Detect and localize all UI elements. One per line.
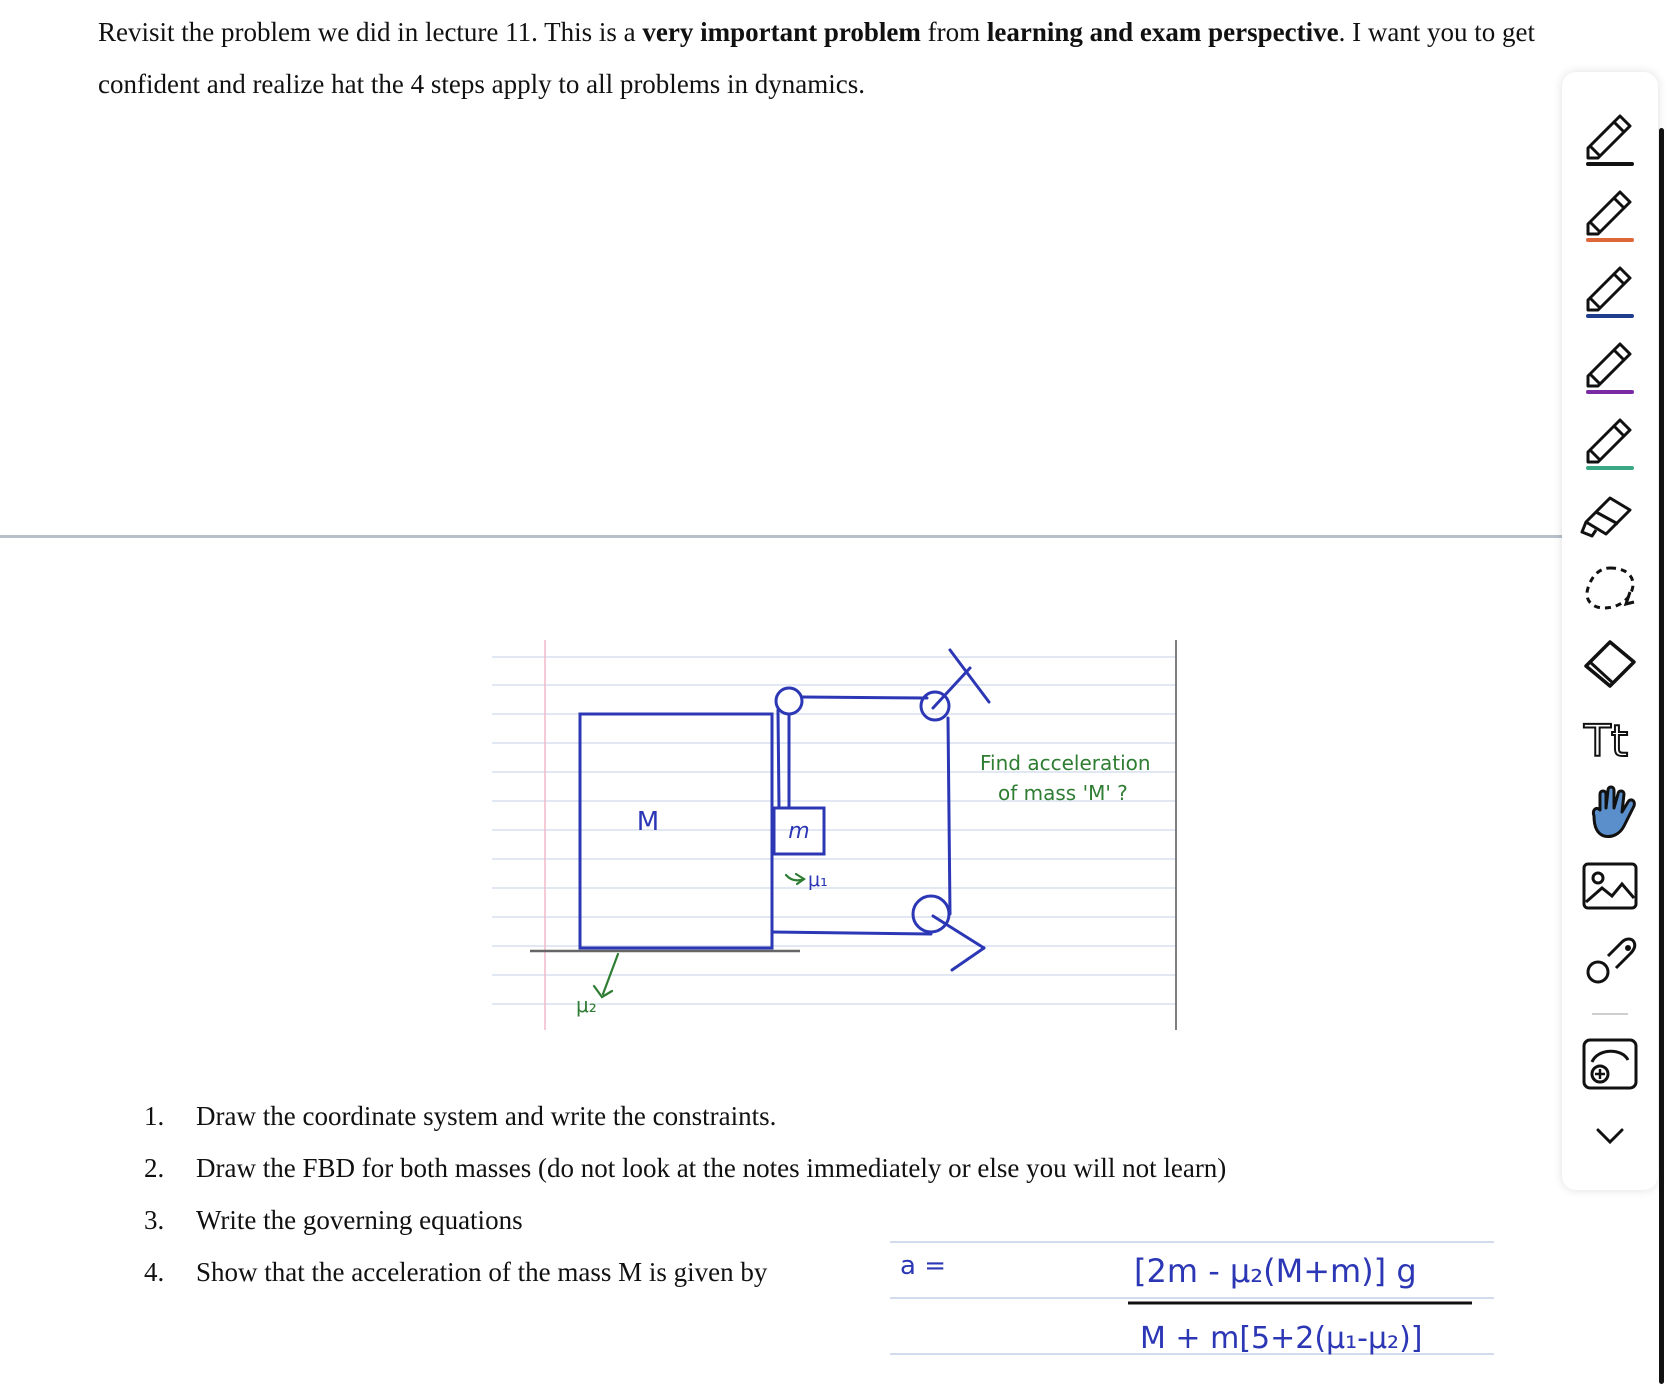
formula-denominator: M + m[5+2(μ₁-μ₂)] bbox=[1140, 1321, 1423, 1356]
intro-bold-2: learning and exam perspective bbox=[986, 17, 1339, 47]
lasso-button[interactable] bbox=[1578, 558, 1642, 622]
formula-numerator: [2m - μ₂(M+m)] g bbox=[1134, 1252, 1417, 1290]
vertical-scrollbar[interactable] bbox=[1659, 128, 1664, 1384]
chevron-down-icon bbox=[1578, 1106, 1642, 1170]
pen-blue-icon bbox=[1578, 258, 1642, 322]
pen-purple-icon bbox=[1578, 334, 1642, 398]
hand-pan-icon bbox=[1578, 780, 1642, 844]
step-text: Draw the FBD for both masses (do not look at the notes immediately or else you will not learn) bbox=[196, 1153, 1227, 1183]
image-button[interactable] bbox=[1578, 854, 1642, 918]
highlighter-icon bbox=[1578, 484, 1642, 548]
pen-black-icon bbox=[1578, 106, 1642, 170]
intro-paragraph bbox=[98, 6, 1578, 110]
list-item bbox=[144, 1090, 1226, 1142]
pen-black-button[interactable] bbox=[1578, 106, 1642, 170]
insert-shape-icon bbox=[1578, 1032, 1642, 1096]
image-icon bbox=[1578, 854, 1642, 918]
pen-settings-icon bbox=[1578, 928, 1642, 992]
small-mass-label: m bbox=[788, 819, 810, 844]
intro-text: from bbox=[920, 17, 987, 47]
step-number: 3. bbox=[144, 1205, 165, 1235]
step-number: 2. bbox=[144, 1153, 165, 1183]
intro-bold-1: very important problem bbox=[642, 17, 921, 47]
mu2-label: μ₂ bbox=[576, 993, 597, 1017]
highlighter-button[interactable] bbox=[1578, 484, 1642, 548]
list-item bbox=[144, 1142, 1226, 1194]
lasso-icon bbox=[1578, 558, 1642, 622]
step-text: Show that the acceleration of the mass M is given by bbox=[196, 1257, 768, 1287]
note-line-1: Find acceleration bbox=[980, 751, 1151, 775]
pen-green-icon bbox=[1578, 410, 1642, 474]
step-number: 1. bbox=[144, 1101, 165, 1131]
eraser-button[interactable] bbox=[1578, 632, 1642, 696]
step-text: Write the governing equations bbox=[196, 1205, 523, 1235]
eraser-icon bbox=[1578, 632, 1642, 696]
annotation-toolbar bbox=[1562, 72, 1658, 1190]
insert-shape-button[interactable] bbox=[1578, 1032, 1642, 1096]
collapse-toolbar-button[interactable] bbox=[1578, 1106, 1642, 1170]
pen-green-button[interactable] bbox=[1578, 410, 1642, 474]
pen-purple-button[interactable] bbox=[1578, 334, 1642, 398]
big-mass-label: M bbox=[636, 807, 660, 837]
intro-text: . I want you to get confident and realize hat the 4 steps apply to all problems in dynamics. bbox=[98, 17, 1536, 99]
mu1-label: μ₁ bbox=[808, 869, 828, 891]
step-text: Draw the coordinate system and write the constraints. bbox=[196, 1101, 777, 1131]
pen-settings-button[interactable] bbox=[1578, 928, 1642, 992]
svg-text:Tt: Tt bbox=[1584, 716, 1629, 767]
pen-orange-button[interactable] bbox=[1578, 182, 1642, 246]
acceleration-formula bbox=[888, 1232, 1498, 1370]
note-line-2: of mass 'M' ? bbox=[998, 781, 1128, 805]
pen-blue-button[interactable] bbox=[1578, 258, 1642, 322]
page-divider bbox=[0, 535, 1562, 538]
pulley-diagram bbox=[490, 636, 1180, 1032]
text-tool-icon bbox=[1578, 706, 1642, 770]
intro-text: Revisit the problem we did in lecture 11. This is a bbox=[98, 17, 643, 47]
formula-lhs: a = bbox=[900, 1251, 946, 1281]
step-number: 4. bbox=[144, 1257, 165, 1287]
pen-orange-icon bbox=[1578, 182, 1642, 246]
hand-pan-button[interactable] bbox=[1578, 780, 1642, 844]
text-tool-button[interactable] bbox=[1578, 706, 1642, 770]
